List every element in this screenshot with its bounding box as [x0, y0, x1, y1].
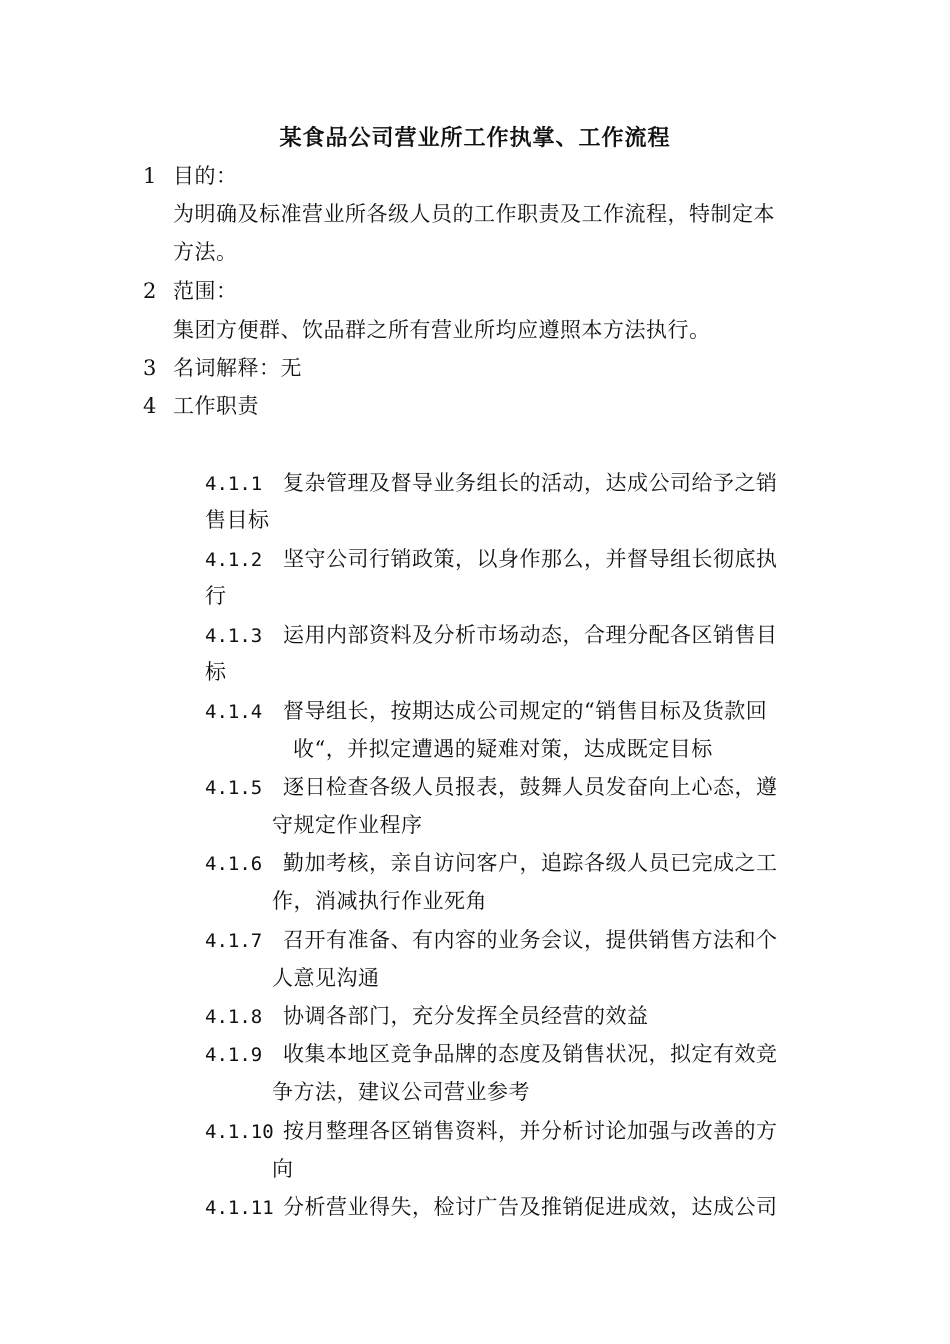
duty-item-number: 4.1.6: [205, 853, 263, 875]
section-title: 目的：: [173, 164, 238, 188]
duty-item-continuation: 争方法，建议公司营业参考: [272, 1080, 530, 1104]
duty-item-continuation: 售目标: [205, 508, 270, 532]
purpose-text-line: 为明确及标准营业所各级人员的工作职责及工作流程，特制定本: [173, 202, 775, 226]
duty-item: [205, 465, 778, 502]
duty-item: [205, 1113, 778, 1150]
duty-item-continuation: 收“，并拟定遭遇的疑难对策，达成既定目标: [293, 737, 713, 761]
section-number: 2: [143, 279, 157, 303]
duty-item-number: 4.1.9: [205, 1044, 263, 1066]
purpose-text-line: 方法。: [173, 240, 238, 264]
duty-item-number: 4.1.10: [205, 1121, 274, 1143]
duty-item: [205, 1036, 778, 1073]
document-title: 某食品公司营业所工作执掌、工作流程: [279, 125, 671, 151]
duty-item: [205, 617, 778, 654]
duty-item-text: 督导组长，按期达成公司规定的“销售目标及货款回: [283, 699, 768, 723]
duty-item-text: 勤加考核，亲自访问客户，追踪各级人员已完成之工: [283, 851, 778, 875]
duty-item-number: 4.1.4: [205, 701, 263, 723]
section-number: 4: [143, 394, 157, 418]
section-number: 3: [143, 356, 157, 380]
section-number: 1: [143, 164, 157, 188]
duty-item: [205, 922, 778, 959]
duty-item-number: 4.1.3: [205, 625, 263, 647]
section-2-heading: [143, 273, 238, 309]
duty-item-continuation: 作，消减执行作业死角: [272, 889, 487, 913]
duty-item-number: 4.1.11: [205, 1197, 274, 1219]
duty-item-continuation: 人意见沟通: [272, 966, 380, 990]
duty-item-text: 收集本地区竞争品牌的态度及销售状况，拟定有效竞: [283, 1042, 778, 1066]
scope-text-line: 集团方便群、饮品群之所有营业所均应遵照本方法执行。: [173, 318, 711, 342]
duty-item-text: 逐日检查各级人员报表，鼓舞人员发奋向上心态，遵: [283, 775, 778, 799]
duty-item-number: 4.1.1: [205, 473, 263, 495]
section-title: 名词解释：无: [173, 356, 302, 380]
duty-item-number: 4.1.7: [205, 930, 263, 952]
duty-item-text: 协调各部门，充分发挥全员经营的效益: [283, 1004, 649, 1028]
duty-item-text: 坚守公司行销政策，以身作那么，并督导组长彻底执: [283, 547, 778, 571]
duty-item: [205, 769, 778, 806]
duty-item: [205, 1189, 778, 1226]
duty-item-text: 按月整理各区销售资料，并分析讨论加强与改善的方: [283, 1119, 778, 1143]
section-3-heading: [143, 350, 302, 386]
duty-item: [205, 693, 767, 730]
section-title: 范围：: [173, 279, 238, 303]
duty-item-continuation: 标: [205, 660, 227, 684]
duty-item-text: 分析营业得失，检讨广告及推销促进成效，达成公司: [283, 1195, 778, 1219]
duty-item-number: 4.1.5: [205, 777, 263, 799]
duty-item-text: 运用内部资料及分析市场动态，合理分配各区销售目: [283, 623, 778, 647]
duty-item-continuation: 行: [205, 584, 227, 608]
duty-item-text: 召开有准备、有内容的业务会议，提供销售方法和个: [283, 928, 778, 952]
duty-item-continuation: 守规定作业程序: [272, 813, 423, 837]
duty-item-number: 4.1.8: [205, 1006, 263, 1028]
duty-item: [205, 845, 778, 882]
duty-item: [205, 998, 649, 1035]
section-4-heading: [143, 388, 259, 424]
duty-item-number: 4.1.2: [205, 549, 263, 571]
duty-item: [205, 541, 778, 578]
duty-item-text: 复杂管理及督导业务组长的活动，达成公司给予之销: [283, 471, 778, 495]
section-1-heading: [143, 158, 238, 194]
section-title: 工作职责: [173, 394, 259, 418]
duty-item-continuation: 向: [272, 1157, 294, 1181]
